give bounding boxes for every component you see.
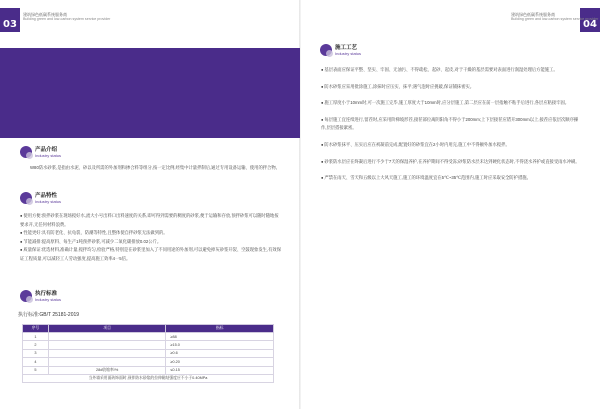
cell-item bbox=[48, 333, 166, 341]
features-heading-en: Industry status bbox=[35, 198, 62, 204]
feature-item: ● 性能更好:具有防老化、抗龟裂、防潮等特性,且整体使自拌砂浆无法做到的。 bbox=[20, 229, 282, 238]
cell-value: ≥0.20 bbox=[166, 358, 274, 366]
table-row bbox=[23, 349, 274, 357]
feature-item: ● 节能减排:提高原料、每生产1吨预拌砂浆,可减少二氧化碳排放0.02公斤。 bbox=[20, 238, 282, 247]
process-item: ● 施工厚度小于10mm时,可一次施工完毕,施工厚度大于10mm时,应分层施工,第二层应在前一层指触不粘手后进行,各层应粘接牢固。 bbox=[321, 99, 583, 108]
table-row bbox=[23, 341, 274, 349]
col-header-value: 指标 bbox=[166, 325, 274, 333]
process-item: ● 基层表面应保证平整、坚实、牢固、无油污、不得疏松、起砂、起皮,对于干燥的基层需要对表面进行润湿处理后方能施工。 bbox=[321, 66, 583, 75]
standard-heading-en: Industry status bbox=[35, 296, 62, 302]
feature-item: ● 使用方便:预拌砂浆在现场搅好水,流大小号出料口出料速度的关系,即可得到需要的稠度的砂浆,便于运输和存放,预拌砂浆可以随时随地按要求开,无任何材料浪费。 bbox=[20, 212, 282, 229]
intro-heading bbox=[20, 146, 61, 158]
section-dot-icon bbox=[20, 146, 32, 158]
cell-index: 2 bbox=[23, 341, 49, 349]
cell-value: ≥15.0 bbox=[166, 341, 274, 349]
standard-heading bbox=[20, 290, 61, 302]
cell-index: 5 bbox=[23, 366, 49, 374]
header-right bbox=[511, 12, 598, 22]
cell-index: 1 bbox=[23, 333, 49, 341]
process-item: ● 砂浆防水层应在终凝后进行不少于7天的保湿养护,在养护期间不得受冻;砂浆防水层未达到硬化状态时,不得浇水养护或直接受雨水冲刷。 bbox=[321, 158, 583, 167]
intro-paragraph: W80防水砂浆,是指由水泥、砂以及所需的外加剂和掺合料等组分,按一定比例,经集中计量拌制后,通过专用设备运输、使用的拌合物。 bbox=[30, 165, 280, 170]
header-left bbox=[23, 12, 110, 22]
features-heading bbox=[20, 192, 61, 204]
standard-heading-cn: 执行标准 bbox=[35, 290, 58, 297]
header-left-en: Building green and low-carbon system service provider bbox=[23, 17, 111, 21]
spec-table bbox=[22, 324, 274, 383]
cell-value: ≤0.15 bbox=[166, 366, 274, 374]
table-note-row bbox=[23, 374, 274, 382]
table-row bbox=[23, 366, 274, 374]
feature-item: ● 质量保证:优选材料,准确计量,搅拌均匀,检验严格,特别是在砂浆里加入了不同用途的外加剂,可以避免掉灰砂浆开裂、空鼓现象发生,有效保证工程质量,可以减轻工人劳动强度,提高施工效率4一5倍。 bbox=[20, 246, 282, 263]
standard-code: 执行标准:GB/T 25181-2019 bbox=[18, 312, 80, 318]
process-item: ● 防水砂浆抹平、压实后应在初凝前完成,配置好的砂浆宜在2小时内用完,施工中不得额外加水搅拌。 bbox=[321, 141, 583, 150]
col-header-index: 序号 bbox=[23, 325, 49, 333]
cell-value: ≥88 bbox=[166, 333, 274, 341]
intro-heading-en: Industry status bbox=[35, 152, 62, 158]
purple-banner bbox=[0, 48, 300, 138]
section-dot-icon bbox=[20, 290, 32, 302]
cell-value: ≥0.6 bbox=[166, 349, 274, 357]
col-header-item: 项目 bbox=[48, 325, 166, 333]
process-item: ● 每层施工宜连续进行,留茬时,应采用阶梯坡形茬,接茬部位离阴阳角不得小于200mm;上下层接茬应错开300mm以上,接茬应依层次顺序操作,层层搭接紧密。 bbox=[321, 116, 583, 133]
table-row bbox=[23, 358, 274, 366]
cell-index: 3 bbox=[23, 349, 49, 357]
process-item: ● 防水砂浆应采用批涂施工,涂抹时应压实、抹平;遇气泡时应挑破,保证铺抹密实。 bbox=[321, 83, 583, 92]
features-list bbox=[20, 212, 282, 264]
header-right-en: Building green and low-carbon system service provider bbox=[511, 17, 599, 21]
cell-item bbox=[48, 358, 166, 366]
cell-item bbox=[48, 349, 166, 357]
features-heading-cn: 产品特性 bbox=[35, 192, 58, 199]
table-header-row bbox=[23, 325, 274, 333]
page-number-right: 04 bbox=[580, 8, 600, 32]
intro-text bbox=[20, 164, 282, 173]
cell-item bbox=[48, 341, 166, 349]
intro-heading-cn: 产品介绍 bbox=[35, 146, 58, 153]
process-list bbox=[321, 66, 583, 183]
process-heading bbox=[320, 44, 361, 56]
process-heading-en: Industry status bbox=[335, 50, 362, 56]
section-dot-icon bbox=[20, 192, 32, 204]
table-row bbox=[23, 333, 274, 341]
process-item: ● 严禁在雨天、雪天和五级以上大风天施工,施工的环境温度宜在5℃~35℃范围内,施工时应采取安全防护措施。 bbox=[321, 174, 583, 183]
page-number-left: 03 bbox=[0, 8, 20, 32]
section-dot-icon bbox=[320, 44, 332, 56]
cell-item: 28d收缩率/% bbox=[48, 366, 166, 374]
header-left-cn: 建筑绿色低碳系统服务商 bbox=[23, 12, 67, 17]
cell-index: 4 bbox=[23, 358, 49, 366]
table-note: 当外墙采用面砖饰面时,预拌防水砂浆的拉伸黏结强度应不小于0.40MPa bbox=[23, 374, 274, 382]
process-heading-cn: 施工工艺 bbox=[335, 44, 358, 51]
header-right-cn: 建筑绿色低碳系统服务商 bbox=[511, 12, 555, 17]
